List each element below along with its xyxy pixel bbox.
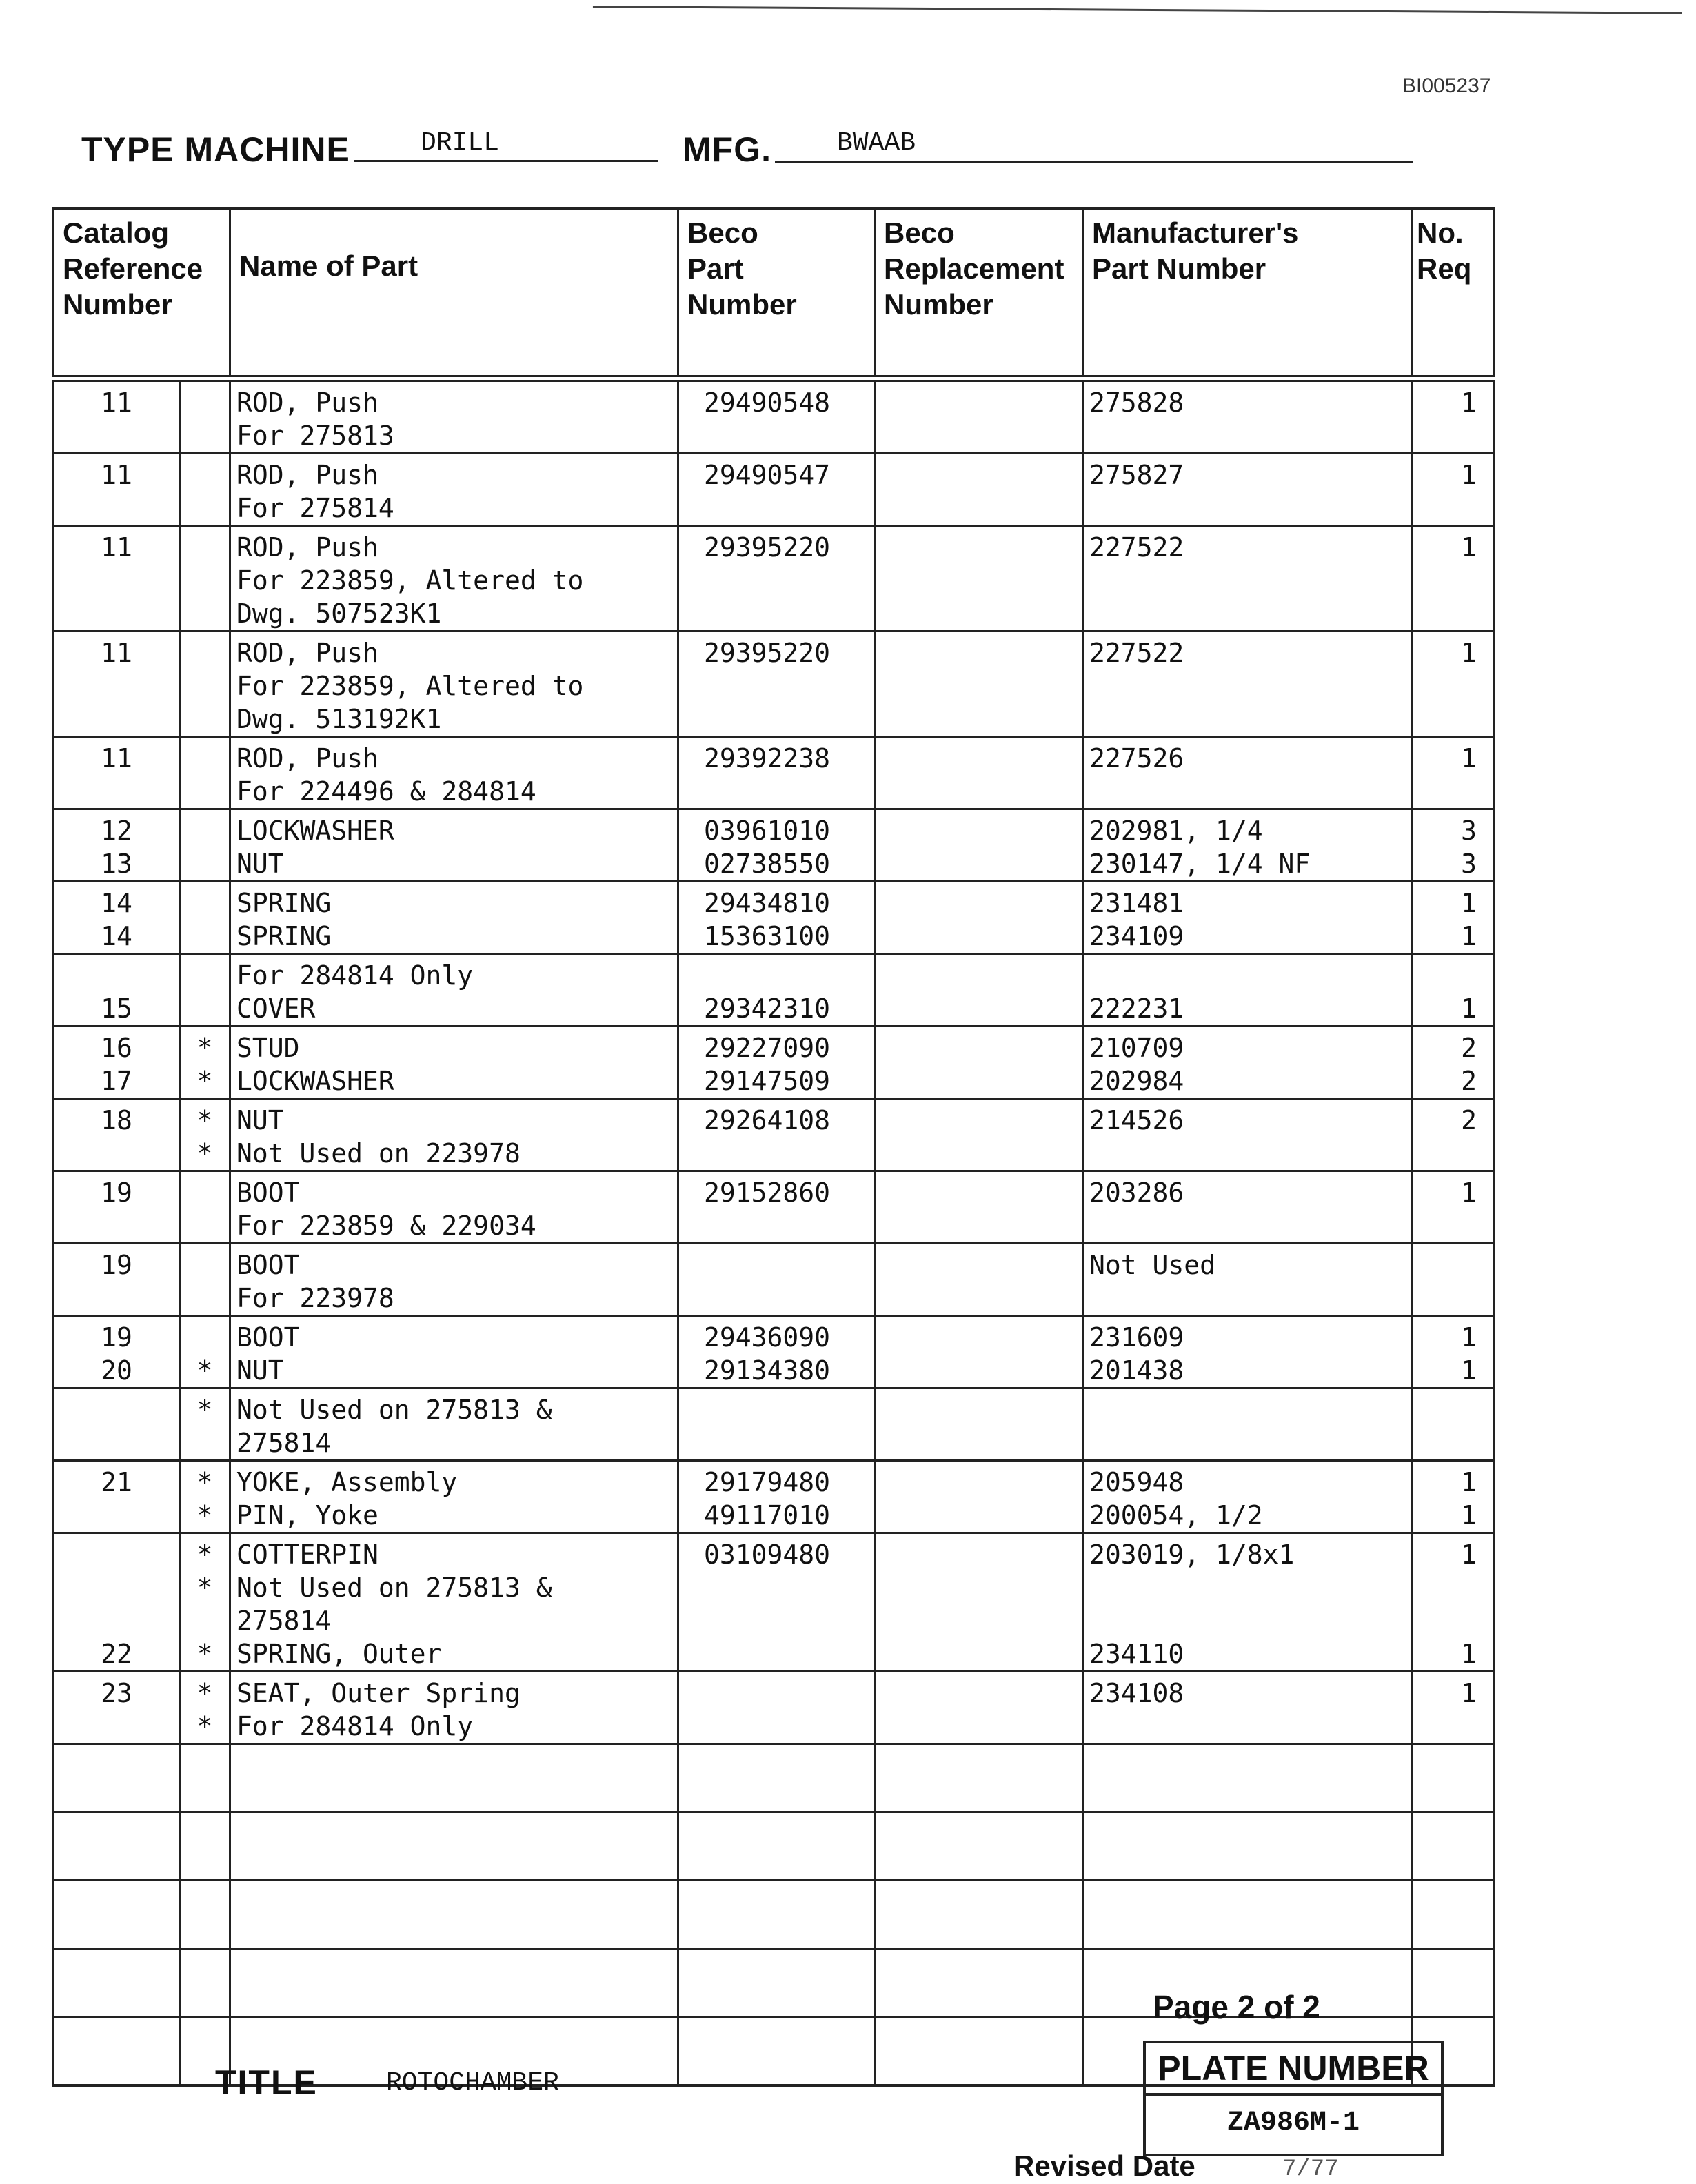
- empty-cell: [678, 1881, 875, 1949]
- col-header-part-name: Name of Part: [230, 208, 678, 378]
- part-name-cell: ROD, Push For 223859, Altered to Dwg. 507523K1: [230, 526, 678, 631]
- quantity-cell: 3 3: [1412, 809, 1495, 882]
- part-name-cell: ROD, Push For 275813: [230, 378, 678, 454]
- empty-cell: [230, 1881, 678, 1949]
- table-row: [54, 1244, 1495, 1316]
- plate-number-box: [1143, 2041, 1444, 2156]
- empty-table-row: [54, 1881, 1495, 1949]
- empty-cell: [875, 1744, 1083, 1812]
- col-header-beco-part: Beco Part Number: [678, 208, 875, 378]
- table-row: [54, 1388, 1495, 1461]
- asterisk-cell: [180, 737, 230, 809]
- empty-cell: [230, 1744, 678, 1812]
- beco-replacement-cell: [875, 1533, 1083, 1672]
- catalog-ref-cell: 12 13: [54, 809, 180, 882]
- manufacturer-part-cell: 222231: [1083, 954, 1412, 1027]
- catalog-ref-cell: 18: [54, 1099, 180, 1171]
- table-header-row: [54, 208, 1495, 378]
- beco-part-cell: 29392238: [678, 737, 875, 809]
- asterisk-cell: [180, 454, 230, 526]
- catalog-ref-cell: 14 14: [54, 882, 180, 954]
- beco-replacement-cell: [875, 1672, 1083, 1744]
- asterisk-cell: *: [180, 1388, 230, 1461]
- asterisk-cell: [180, 378, 230, 454]
- catalog-ref-cell: 11: [54, 737, 180, 809]
- quantity-cell: 1 1: [1412, 1316, 1495, 1388]
- beco-part-cell: 29227090 29147509: [678, 1027, 875, 1099]
- quantity-cell: 1 1: [1412, 1461, 1495, 1533]
- part-name-cell: BOOT For 223859 & 229034: [230, 1171, 678, 1244]
- catalog-ref-cell: 11: [54, 631, 180, 737]
- empty-cell: [1083, 1744, 1412, 1812]
- beco-part-cell: [678, 1244, 875, 1316]
- table-row: [54, 1533, 1495, 1672]
- table-row: [54, 631, 1495, 737]
- asterisk-cell: * *: [180, 1099, 230, 1171]
- document-id: BI005237: [1402, 74, 1491, 97]
- table-row: [54, 954, 1495, 1027]
- asterisk-cell: * * *: [180, 1533, 230, 1672]
- asterisk-cell: * *: [180, 1461, 230, 1533]
- part-name-cell: BOOT NUT: [230, 1316, 678, 1388]
- beco-replacement-cell: [875, 1388, 1083, 1461]
- table-row: [54, 1171, 1495, 1244]
- revised-date-label: Revised Date: [1013, 2150, 1195, 2182]
- type-machine-underline: [354, 160, 658, 162]
- beco-part-cell: 29436090 29134380: [678, 1316, 875, 1388]
- part-name-cell: STUD LOCKWASHER: [230, 1027, 678, 1099]
- empty-cell: [180, 1812, 230, 1881]
- beco-part-cell: 29264108: [678, 1099, 875, 1171]
- beco-part-cell: 03961010 02738550: [678, 809, 875, 882]
- beco-part-cell: 29395220: [678, 631, 875, 737]
- beco-replacement-cell: [875, 1244, 1083, 1316]
- empty-cell: [678, 1812, 875, 1881]
- table-row: [54, 1316, 1495, 1388]
- table-row: [54, 809, 1495, 882]
- manufacturer-part-cell: 210709 202984: [1083, 1027, 1412, 1099]
- beco-part-cell: 29342310: [678, 954, 875, 1027]
- empty-table-row: [54, 1744, 1495, 1812]
- asterisk-cell: [180, 809, 230, 882]
- quantity-cell: 1: [1412, 631, 1495, 737]
- part-name-cell: COTTERPIN Not Used on 275813 & 275814 SPRING, Outer: [230, 1533, 678, 1672]
- manufacturer-part-cell: 231481 234109: [1083, 882, 1412, 954]
- beco-replacement-cell: [875, 1099, 1083, 1171]
- part-name-cell: ROD, Push For 223859, Altered to Dwg. 513192K1: [230, 631, 678, 737]
- empty-cell: [875, 1949, 1083, 2017]
- table-row: [54, 737, 1495, 809]
- mfg-underline: [775, 161, 1413, 163]
- empty-cell: [54, 1949, 180, 2017]
- quantity-cell: 1: [1412, 954, 1495, 1027]
- empty-cell: [678, 1949, 875, 2017]
- asterisk-cell: * *: [180, 1027, 230, 1099]
- table-row: [54, 882, 1495, 954]
- asterisk-cell: [180, 882, 230, 954]
- beco-replacement-cell: [875, 1027, 1083, 1099]
- catalog-ref-cell: 15: [54, 954, 180, 1027]
- empty-cell: [180, 1881, 230, 1949]
- quantity-cell: 1: [1412, 454, 1495, 526]
- catalog-ref-cell: 11: [54, 526, 180, 631]
- table-row: [54, 454, 1495, 526]
- quantity-cell: 1: [1412, 1171, 1495, 1244]
- asterisk-cell: [180, 1244, 230, 1316]
- quantity-cell: [1412, 1244, 1495, 1316]
- beco-replacement-cell: [875, 378, 1083, 454]
- empty-cell: [54, 2017, 180, 2086]
- catalog-ref-cell: 19 20: [54, 1316, 180, 1388]
- beco-replacement-cell: [875, 631, 1083, 737]
- beco-replacement-cell: [875, 1316, 1083, 1388]
- beco-replacement-cell: [875, 954, 1083, 1027]
- col-header-manufacturer-part: Manufacturer's Part Number: [1083, 208, 1412, 378]
- beco-part-cell: 29434810 15363100: [678, 882, 875, 954]
- quantity-cell: 1 1: [1412, 1533, 1495, 1672]
- table-row: [54, 526, 1495, 631]
- empty-cell: [875, 1812, 1083, 1881]
- title-label: TITLE: [215, 2063, 318, 2102]
- manufacturer-part-cell: 234108: [1083, 1672, 1412, 1744]
- empty-cell: [678, 1744, 875, 1812]
- part-name-cell: SEAT, Outer Spring For 284814 Only: [230, 1672, 678, 1744]
- empty-cell: [875, 1881, 1083, 1949]
- part-name-cell: YOKE, Assembly PIN, Yoke: [230, 1461, 678, 1533]
- empty-cell: [54, 1812, 180, 1881]
- empty-table-row: [54, 1812, 1495, 1881]
- beco-part-cell: 03109480: [678, 1533, 875, 1672]
- catalog-ref-cell: 16 17: [54, 1027, 180, 1099]
- col-header-beco-replacement: Beco Replacement Number: [875, 208, 1083, 378]
- beco-part-cell: [678, 1388, 875, 1461]
- quantity-cell: 1: [1412, 526, 1495, 631]
- plate-number-value: ZA986M-1: [1226, 2107, 1360, 2138]
- beco-part-cell: 29490547: [678, 454, 875, 526]
- beco-part-cell: [678, 1672, 875, 1744]
- part-name-cell: NUT Not Used on 223978: [230, 1099, 678, 1171]
- table-row: [54, 1461, 1495, 1533]
- beco-replacement-cell: [875, 737, 1083, 809]
- catalog-ref-cell: 21: [54, 1461, 180, 1533]
- quantity-cell: 2 2: [1412, 1027, 1495, 1099]
- empty-cell: [1083, 1812, 1412, 1881]
- quantity-cell: 2: [1412, 1099, 1495, 1171]
- catalog-ref-cell: 11: [54, 378, 180, 454]
- table-row: [54, 378, 1495, 454]
- empty-cell: [180, 1744, 230, 1812]
- type-machine-label: TYPE MACHINE: [81, 130, 350, 169]
- asterisk-cell: [180, 1171, 230, 1244]
- manufacturer-part-cell: Not Used: [1083, 1244, 1412, 1316]
- part-name-cell: LOCKWASHER NUT: [230, 809, 678, 882]
- empty-cell: [678, 2017, 875, 2086]
- beco-replacement-cell: [875, 526, 1083, 631]
- empty-cell: [1083, 1881, 1412, 1949]
- col-header-quantity: No. Req: [1412, 208, 1495, 378]
- catalog-ref-cell: 23: [54, 1672, 180, 1744]
- catalog-ref-cell: 19: [54, 1171, 180, 1244]
- quantity-cell: [1412, 1388, 1495, 1461]
- catalog-ref-cell: 19: [54, 1244, 180, 1316]
- table-row: [54, 1099, 1495, 1171]
- page-indicator: Page 2 of 2: [1153, 1989, 1320, 2025]
- manufacturer-part-cell: 275828: [1083, 378, 1412, 454]
- table-row: [54, 1027, 1495, 1099]
- beco-replacement-cell: [875, 1171, 1083, 1244]
- asterisk-cell: *: [180, 1316, 230, 1388]
- beco-part-cell: 29152860: [678, 1171, 875, 1244]
- manufacturer-part-cell: 203019, 1/8x1 234110: [1083, 1533, 1412, 1672]
- quantity-cell: 1: [1412, 1672, 1495, 1744]
- part-name-cell: SPRING SPRING: [230, 882, 678, 954]
- beco-replacement-cell: [875, 882, 1083, 954]
- asterisk-cell: [180, 954, 230, 1027]
- part-name-cell: For 284814 Only COVER: [230, 954, 678, 1027]
- beco-part-cell: 29490548: [678, 378, 875, 454]
- manufacturer-part-cell: 205948 200054, 1/2: [1083, 1461, 1412, 1533]
- manufacturer-part-cell: 227526: [1083, 737, 1412, 809]
- empty-cell: [230, 1949, 678, 2017]
- top-rule: [593, 0, 1682, 14]
- part-name-cell: BOOT For 223978: [230, 1244, 678, 1316]
- beco-part-cell: 29395220: [678, 526, 875, 631]
- col-header-catalog-ref: Catalog Reference Number: [54, 208, 230, 378]
- revised-date-value: 7/77: [1282, 2156, 1339, 2183]
- title-value: ROTOCHAMBER: [386, 2068, 559, 2098]
- manufacturer-part-cell: 227522: [1083, 631, 1412, 737]
- empty-cell: [875, 2017, 1083, 2086]
- empty-cell: [180, 1949, 230, 2017]
- mfg-value: BWAAB: [837, 128, 916, 158]
- manufacturer-part-cell: 275827: [1083, 454, 1412, 526]
- beco-part-cell: 29179480 49117010: [678, 1461, 875, 1533]
- quantity-cell: 1: [1412, 737, 1495, 809]
- empty-cell: [1412, 1949, 1495, 2017]
- empty-cell: [1412, 1812, 1495, 1881]
- empty-cell: [230, 1812, 678, 1881]
- part-name-cell: ROD, Push For 275814: [230, 454, 678, 526]
- asterisk-cell: [180, 526, 230, 631]
- manufacturer-part-cell: 227522: [1083, 526, 1412, 631]
- type-machine-value: DRILL: [421, 128, 500, 158]
- table-row: [54, 1672, 1495, 1744]
- manufacturer-part-cell: 202981, 1/4 230147, 1/4 NF: [1083, 809, 1412, 882]
- manufacturer-part-cell: [1083, 1388, 1412, 1461]
- manufacturer-part-cell: 231609 201438: [1083, 1316, 1412, 1388]
- part-name-cell: Not Used on 275813 & 275814: [230, 1388, 678, 1461]
- manufacturer-part-cell: 203286: [1083, 1171, 1412, 1244]
- catalog-ref-cell: 22: [54, 1533, 180, 1672]
- mfg-label: MFG.: [683, 130, 771, 169]
- empty-cell: [54, 1881, 180, 1949]
- manufacturer-part-cell: 214526: [1083, 1099, 1412, 1171]
- part-name-cell: ROD, Push For 224496 & 284814: [230, 737, 678, 809]
- beco-replacement-cell: [875, 1461, 1083, 1533]
- quantity-cell: 1 1: [1412, 882, 1495, 954]
- quantity-cell: 1: [1412, 378, 1495, 454]
- catalog-ref-cell: [54, 1388, 180, 1461]
- empty-cell: [54, 1744, 180, 1812]
- beco-replacement-cell: [875, 454, 1083, 526]
- empty-cell: [1412, 1881, 1495, 1949]
- plate-number-label: PLATE NUMBER: [1146, 2043, 1441, 2096]
- asterisk-cell: * *: [180, 1672, 230, 1744]
- parts-table: [52, 207, 1495, 2087]
- beco-replacement-cell: [875, 809, 1083, 882]
- catalog-ref-cell: 11: [54, 454, 180, 526]
- asterisk-cell: [180, 631, 230, 737]
- empty-cell: [1412, 1744, 1495, 1812]
